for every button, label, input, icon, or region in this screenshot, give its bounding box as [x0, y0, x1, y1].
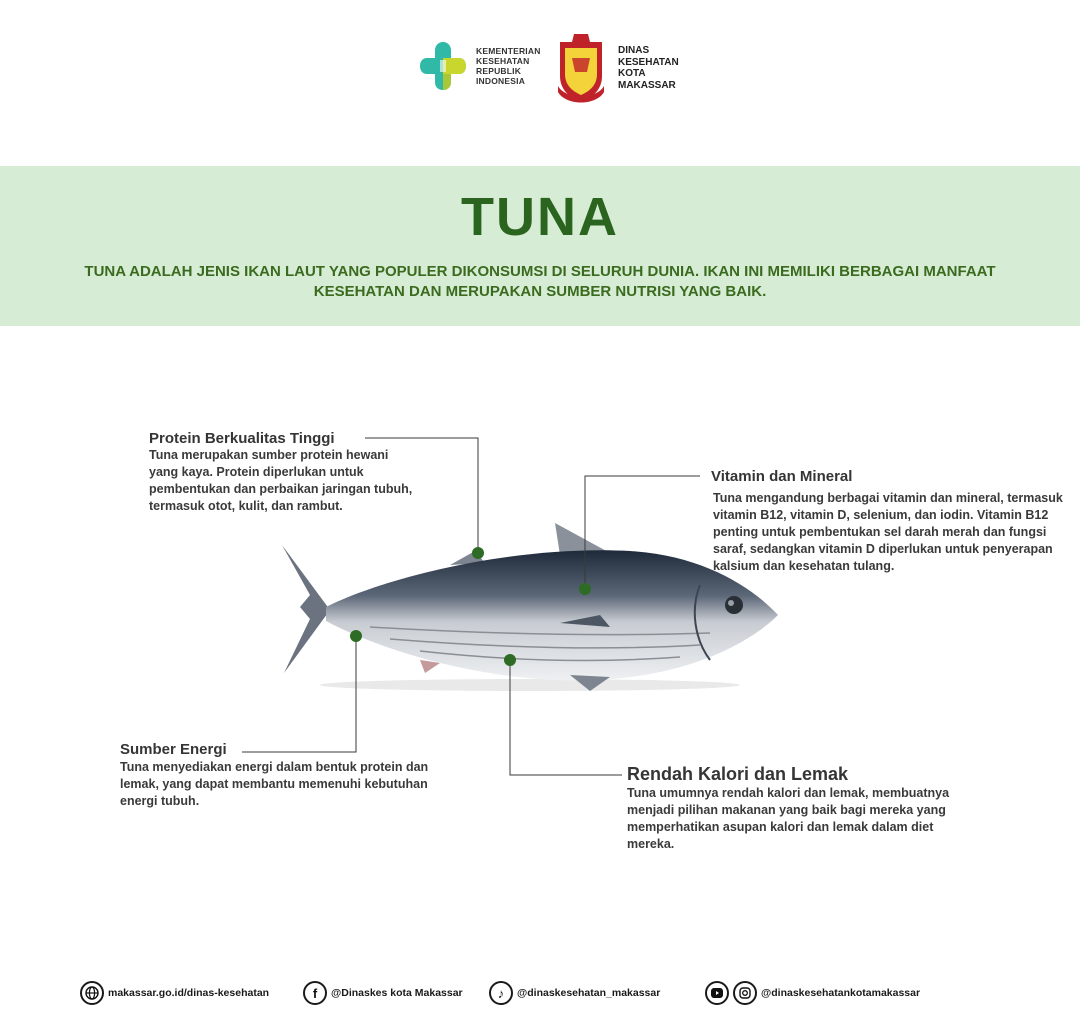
protein-heading: Protein Berkualitas Tinggi [149, 430, 335, 447]
tiktok-icon: ♪ [489, 981, 513, 1005]
kemenkes-text: KEMENTERIAN KESEHATAN REPUBLIK INDONESIA [476, 46, 541, 86]
intro-text: TUNA ADALAH JENIS IKAN LAUT YANG POPULER DIKONSUMSI DI SELURUH DUNIA. IKAN INI MEMILIKI BERBAGAI MANFAAT KESEHATAN DAN MERUPAKAN SUMBER NUTRISI YANG BAIK. [84, 263, 996, 300]
footer-website[interactable]: makassar.go.id/dinas-kesehatan [80, 978, 269, 1008]
page-title: TUNA [461, 187, 619, 247]
energi-body: Tuna menyediakan energi dalam bentuk protein dan lemak, yang dapat membantu memenuhi kebutuhan energi tubuh. [120, 760, 429, 808]
instagram-icon [733, 981, 757, 1005]
facebook-icon: f [303, 981, 327, 1005]
footer [0, 978, 1080, 1008]
footer-facebook[interactable]: f @Dinaskes kota Makassar [303, 978, 463, 1008]
energi-heading: Sumber Energi [120, 741, 227, 758]
vitamin-body: Tuna mengandung berbagai vitamin dan mineral, termasuk vitamin B12, vitamin D, selenium, dan iodin. Vitamin B12 penting untuk pembentukan sel darah merah dan fungsi saraf, sedangkan vitamin D diperlukan untuk penyerapan kalsium dan kesehatan tulang. [713, 491, 1063, 573]
globe-icon [80, 981, 104, 1005]
dot-protein [472, 547, 484, 559]
kalori-body: Tuna umumnya rendah kalori dan lemak, membuatnya menjadi pilihan makanan yang baik bagi mereka yang memperhatikan asupan kalori dan lemak dalam diet mereka. [627, 786, 950, 851]
dot-vitamin [579, 583, 591, 595]
vitamin-heading: Vitamin dan Mineral [711, 468, 853, 485]
dinas-text: DINAS KESEHATAN KOTA MAKASSAR [618, 45, 679, 91]
dot-kalori [504, 654, 516, 666]
protein-body: Tuna merupakan sumber protein hewani yang kaya. Protein diperlukan untuk pembentukan dan perbaikan jaringan tubuh, termasuk otot, kulit, dan rambut. [149, 448, 413, 513]
footer-tiktok[interactable]: ♪ @dinaskesehatan_makassar [489, 978, 660, 1008]
footer-youtube-instagram[interactable]: @dinaskesehatankotamakassar [705, 978, 920, 1008]
dot-energi [350, 630, 362, 642]
youtube-icon [705, 981, 729, 1005]
kalori-heading: Rendah Kalori dan Lemak [627, 764, 849, 784]
